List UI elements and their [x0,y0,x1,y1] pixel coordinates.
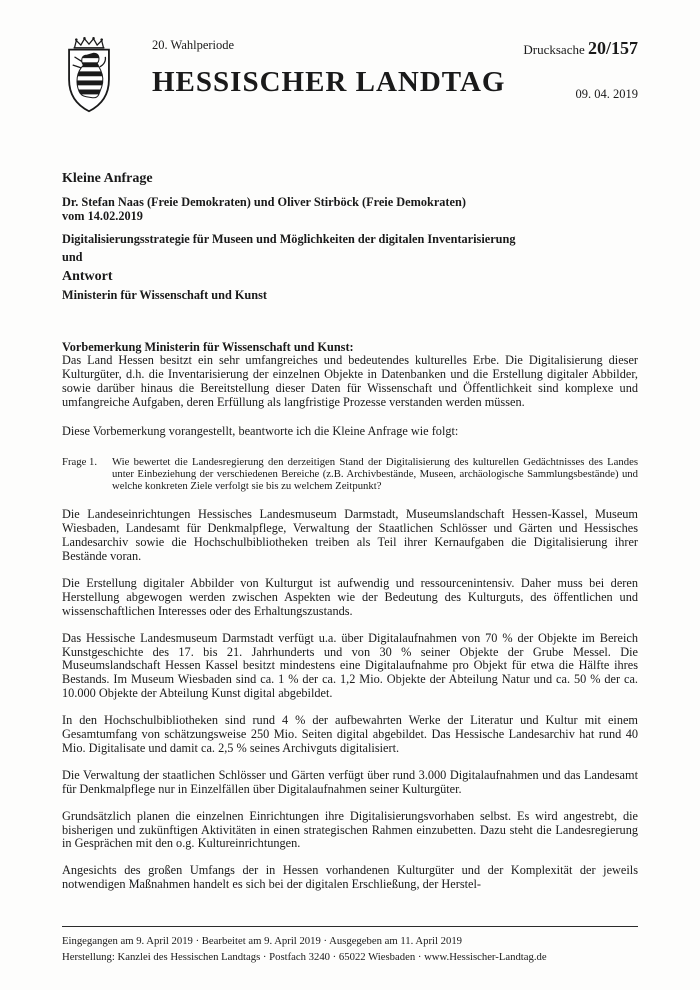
drucksache-line [523,38,638,59]
question-1-text: Wie bewertet die Landesregierung den derzeitigen Stand der Digitalisierung des kulturellen Gedächtnisses des Landes unter Einbeziehung der verschiedenen Bereiche (z.B. Archivbestände, Museen, archäologische Sammlungsbestände) und welche konkreten Ziele verfolgt sie bis zu welchem Zeitpunkt? [112,455,638,493]
authors-line: Dr. Stefan Naas (Freie Demokraten) und Oliver Stirböck (Freie Demokraten) [62,195,466,209]
answer-paragraph: Die Erstellung digitaler Abbilder von Kulturgut ist aufwendig und ressourcenintensiv. Daher muss bei deren Herstellung abgewogen werden zwischen Aspekten wie der Bedeutung des Kulturguts, des öffentlichen und wissenschaftlichen Interesses oder des Erhaltungszustands. [62,575,638,618]
legislative-period: 20. Wahlperiode [152,38,235,52]
answer-paragraph: In den Hochschulbibliotheken sind rund 4 % der aufbewahrten Werke der Literatur und Kultur mit einem Gesamtumfang von schätzungsweise 250 Mio. Seiten digital abgebildet. Das Hessische Landesarchiv hat rund 40 Mio. Digitalisate und damit ca. 2,5 % seines Archivguts digitalisiert. [62,713,638,755]
transition-line: Diese Vorbemerkung vorangestellt, beantworte ich die Kleine Anfrage wie folgt: [62,424,459,439]
question-1-block [62,456,638,492]
document-header [0,0,700,119]
answer-heading: Antwort [62,268,113,284]
subject-continuation: und [62,249,83,264]
header-title-block [152,36,523,99]
doc-type-heading: Kleine Anfrage [62,171,153,186]
question-1-label: Frage 1. [62,455,98,468]
header-meta-block [523,36,638,102]
vorbemerkung-heading: Vorbemerkung Ministerin für Wissenschaft und Kunst: [62,339,354,354]
answer-paragraph: Die Verwaltung der staatlichen Schlösser und Gärten verfügt über rund 3.000 Digitalaufnahmen und das Landesamt für Denkmalpflege nur in Einzelfällen über Digitalaufnahmen seiner Kulturgüter. [62,767,638,796]
minister-line: Ministerin für Wissenschaft und Kunst [62,287,267,302]
document-date: 09. 04. 2019 [575,87,638,101]
vorbemerkung-paragraph: Das Land Hessen besitzt ein sehr umfangreiches und bedeutendes kulturelles Erbe. Die Digitalisierung dieser Kulturgüter, d.h. die Inventarisierung der einzelnen Objekte in Datenbanken und die Erstellung digitaler Abbilder, sowie darüber hinaus die Bereitstellung dieser Daten für Wissenschaft und Öffentlichkeit sind komplexe und umfangreiche Aufgaben, deren Erfüllung als langfristige Prozesse verstanden werden müssen. [62,353,638,410]
footer-imprint: Herstellung: Kanzlei des Hessischen Landtags · Postfach 3240 · 65022 Wiesbaden · www.Hessischer-Landtag.de [62,951,547,963]
answer-paragraph: Das Hessische Landesmuseum Darmstadt verfügt u.a. über Digitalaufnahmen von 70 % der Objekte im Bereich Kunstgeschichte des 17. bis 21. Jahrhunderts und von 30 % seiner Objekte der Grube Messel. Die Museumslandschaft Hessen Kassel besitzt mindestens eine Digitalaufnahme pro Objekt für etwa die Hälfte ihres Bestands. Im Museum Wiesbaden sind ca. 1 % der ca. 1,2 Mio. Objekte der Abteilung Natur und ca. 50 % der ca. 10.000 Objekte der Abteilung Kunst digital abgebildet. [62,630,638,701]
drucksache-number: 20/157 [587,38,638,58]
answer-paragraph: Die Landeseinrichtungen Hessisches Landesmuseum Darmstadt, Museumslandschaft Hessen-Kassel, Museum Wiesbaden, Landesamt für Denkmalpflege, Verwaltung der Staatlichen Schlösser und Gärten und Hessisches Landesarchiv sowie die Hochschulbibliotheken treiben als Teil ihrer Kernaufgaben die Digitalisierung ihrer Bestände voran. [62,507,638,563]
submission-date-line: vom 14.02.2019 [62,208,143,223]
hessen-coat-of-arms-icon [60,36,118,119]
subject-line: Digitalisierungsstrategie für Museen und Möglichkeiten der digitalen Inventarisierung [62,231,516,246]
page-title: HESSISCHER LANDTAG [152,66,506,98]
drucksache-label: Drucksache [523,42,585,57]
document-footer [62,926,638,965]
answer-paragraph: Angesichts des großen Umfangs der in Hessen vorhandenen Kulturgüter und der Komplexität der jeweils notwendigen Maßnahmen handelt es sich bei der digitalen Erschließung, der Herstel- [62,863,638,892]
answer-paragraph: Grundsätzlich planen die einzelnen Einrichtungen ihre Digitalisierungsvorhaben selbst. Es wird angestrebt, die bisherigen und zukünftigen Aktivitäten in einen strategischen Rahmen einzubetten. Dazu steht die Landesregierung in Gesprächen mit den o.g. Kultureinrichtungen. [62,808,638,851]
document-body [62,171,638,892]
footer-processing-dates: Eingegangen am 9. April 2019 · Bearbeitet am 9. April 2019 · Ausgegeben am 11. April 2019 [62,935,463,947]
